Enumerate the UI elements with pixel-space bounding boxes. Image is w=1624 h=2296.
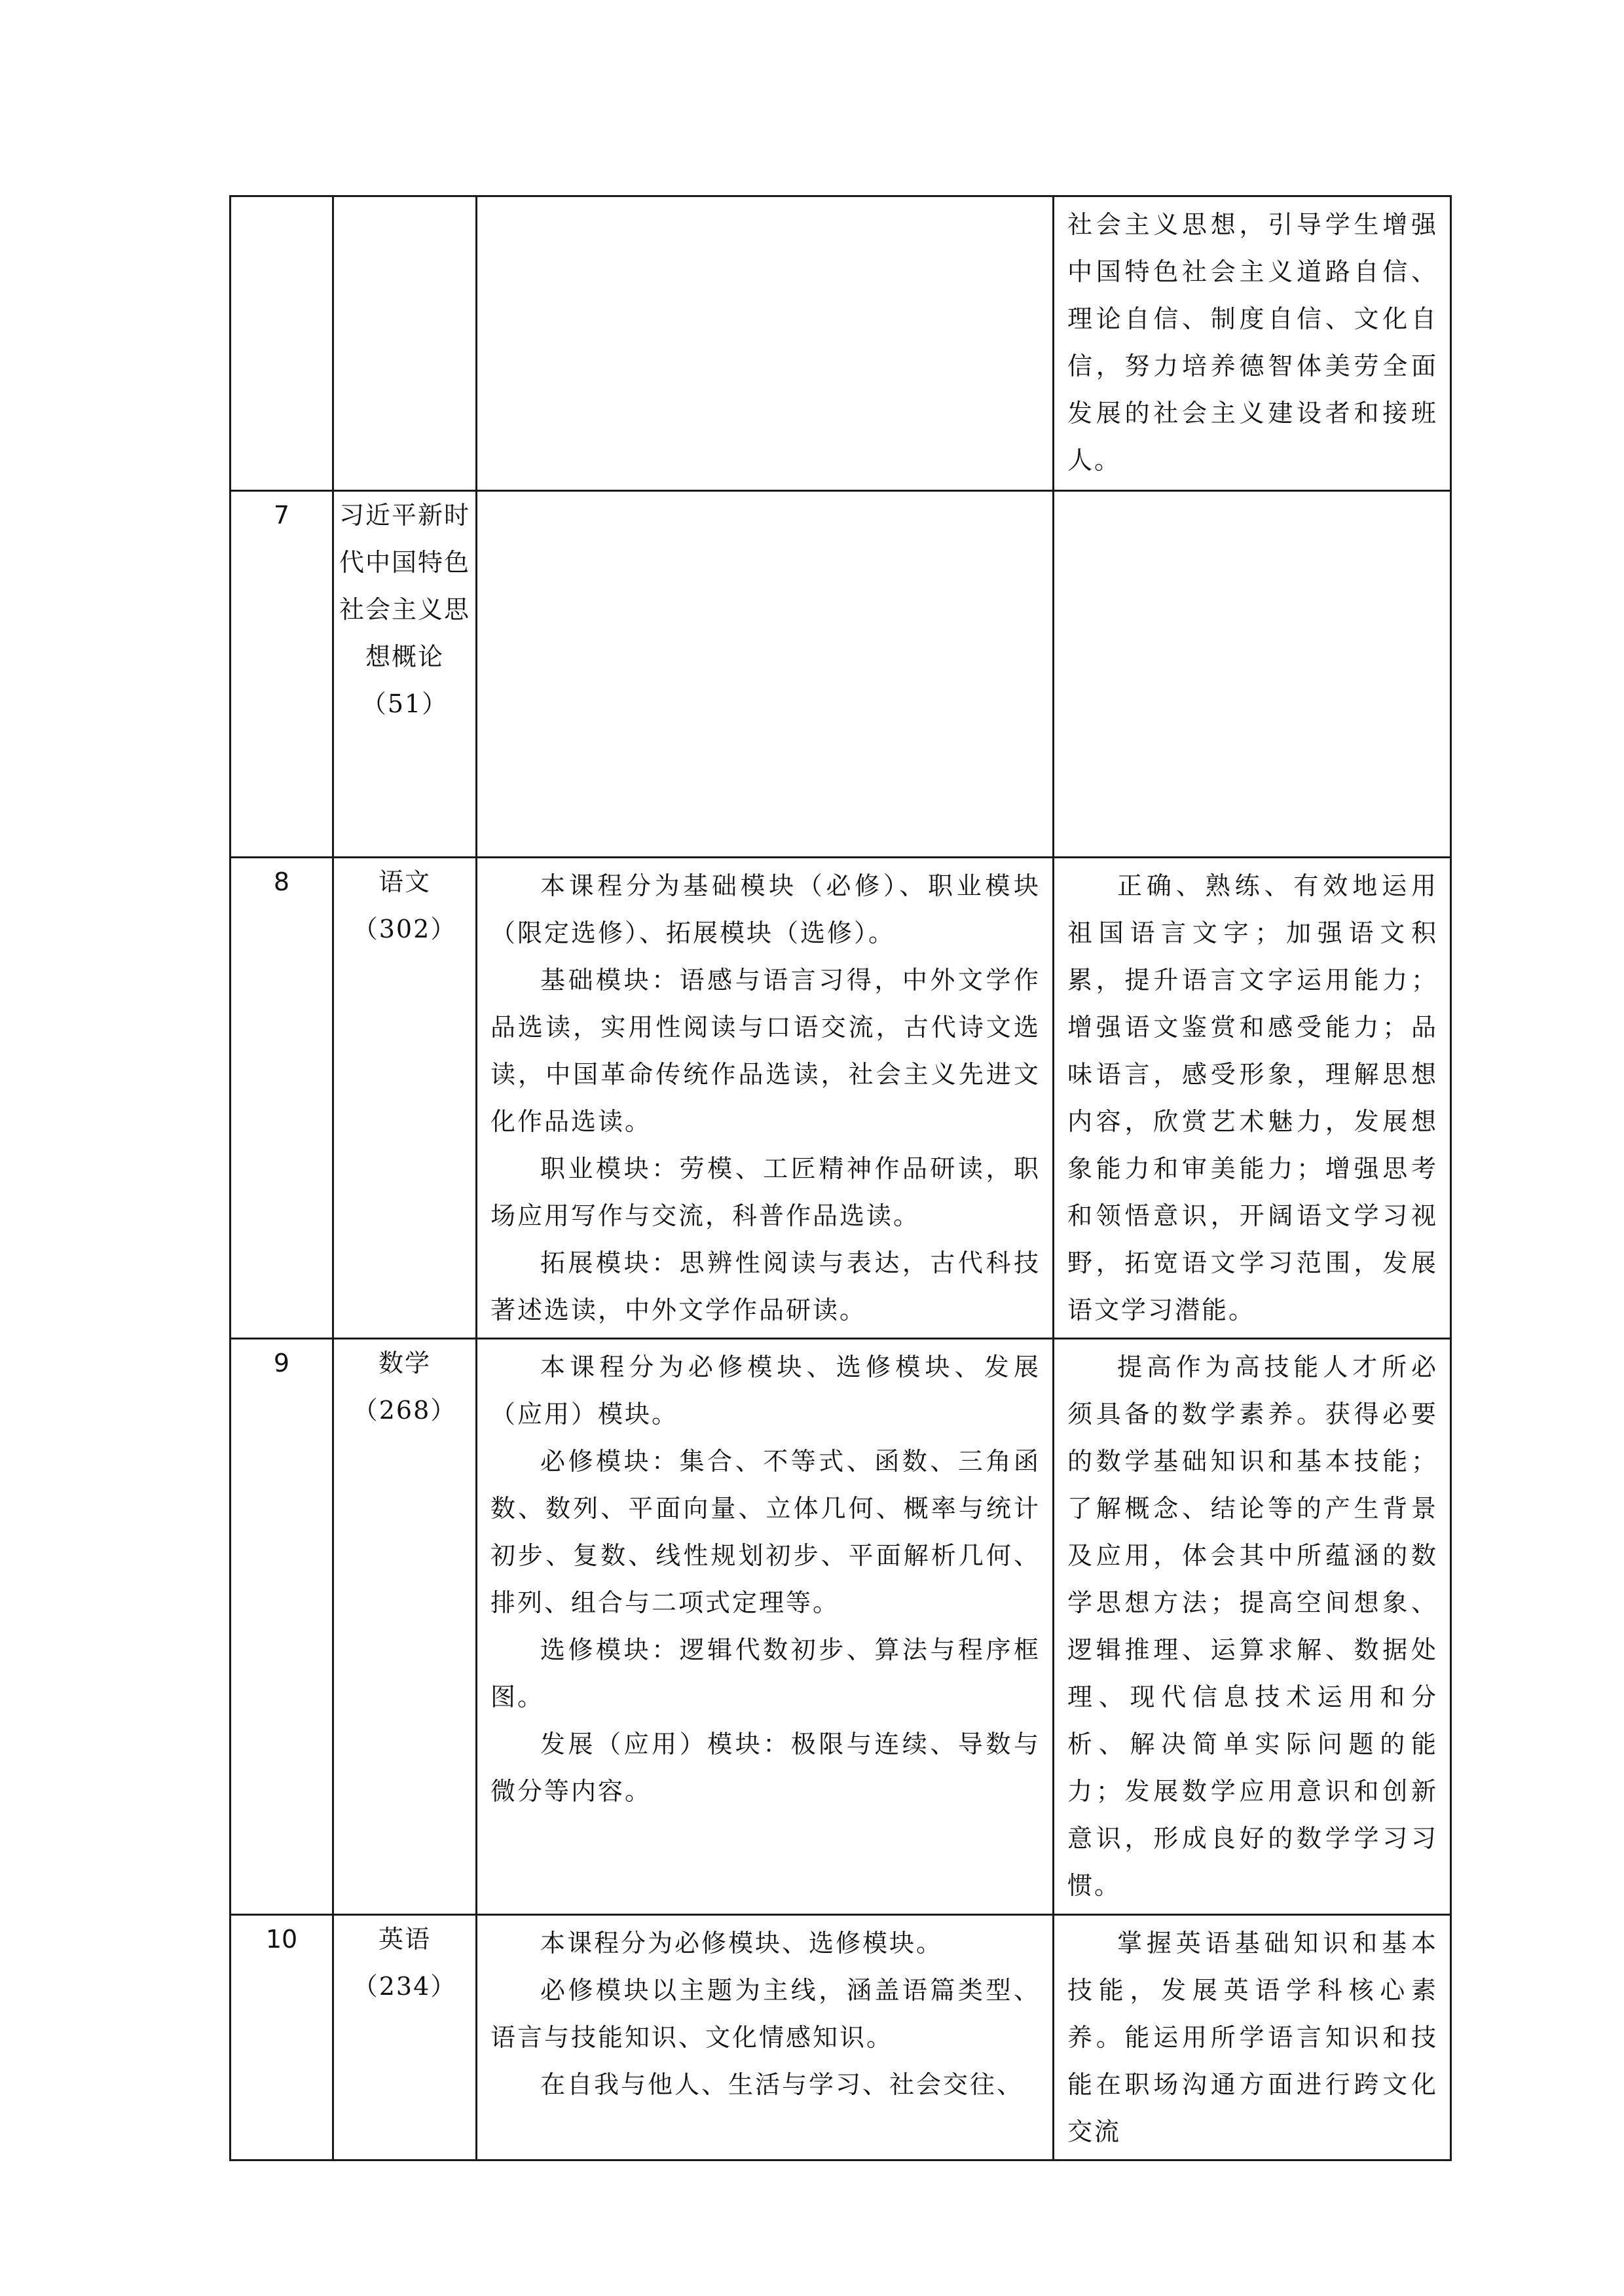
content-paragraph: 必修模块：集合、不等式、函数、三角函数、数列、平面向量、立体几何、概率与统计初步、复数、线性规划初步、平面解析几何、排列、组合与二项式定理等。 [490,1447,1041,1617]
content-paragraph: 在自我与他人、生活与学习、社会交往、 [540,2070,1024,2099]
course-goal-cell [1054,491,1451,858]
content-paragraph: 拓展模块：思辨性阅读与表达，古代科技著述选读，中外文学作品研读。 [490,1248,1041,1324]
row-number-cell: 7 [231,491,333,858]
content-paragraph: 本课程分为必修模块、选修模块。 [540,1929,944,1958]
course-goal-cell [1054,1915,1451,2160]
course-content-cell [477,196,1054,491]
course-hours: （51） [361,689,449,718]
goal-text: 掌握英语基础知识和基本技能，发展英语学科核心素养。能运用所学语言知识和技能在职场沟通方面进行跨文化交流 [1067,1929,1438,2146]
course-name: 英语 [378,1925,431,1954]
row-number-cell: 10 [231,1915,333,2160]
course-goal-cell [1054,858,1451,1339]
table-row [231,491,1451,858]
course-name-cell [333,196,477,491]
curriculum-table [229,195,1452,2161]
row-number-cell: 8 [231,858,333,1339]
goal-text: 提高作为高技能人才所必须具备的数学素养。获得必要的数学基础知识和基本技能；了解概念、结论等的产生背景及应用，体会其中所蕴涵的数学思想方法；提高空间想象、逻辑推理、运算求解、数据处理、现代信息技术运用和分析、解决简单实际问题的能力；发展数学应用意识和创新意识，形成良好的数学学习习惯。 [1067,1353,1438,1900]
course-name: 语文 [378,867,431,896]
course-hours: （268） [352,1396,457,1425]
course-name-cell [333,858,477,1339]
course-hours: （302） [352,915,457,943]
goal-text: 社会主义思想，引导学生增强中国特色社会主义道路自信、理论自信、制度自信、文化自信，努力培养德智体美劳全面发展的社会主义建设者和接班人。 [1067,210,1438,475]
course-name: 数学 [378,1349,431,1377]
course-goal-cell [1054,1339,1451,1915]
table-row [231,1915,1451,2160]
content-paragraph: 职业模块：劳模、工匠精神作品研读，职场应用写作与交流，科普作品选读。 [490,1154,1041,1230]
table-row [231,858,1451,1339]
row-number-cell [231,196,333,491]
course-goal-cell [1054,196,1451,491]
content-paragraph: 必修模块以主题为主线，涵盖语篇类型、语言与技能知识、文化情感知识。 [490,1976,1041,2052]
course-content-cell [477,1915,1054,2160]
content-paragraph: 本课程分为必修模块、选修模块、发展（应用）模块。 [490,1353,1041,1429]
table-row [231,196,1451,491]
course-hours: （234） [352,1972,457,2001]
content-paragraph: 发展（应用）模块：极限与连续、导数与微分等内容。 [490,1730,1041,1806]
course-content-cell [477,1339,1054,1915]
table-row [231,1339,1451,1915]
course-content-cell [477,491,1054,858]
content-paragraph: 基础模块：语感与语言习得，中外文学作品选读，实用性阅读与口语交流，古代诗文选读，中国革命传统作品选读，社会主义先进文化作品选读。 [490,966,1041,1136]
course-name-cell [333,491,477,858]
content-paragraph: 选修模块：逻辑代数初步、算法与程序框图。 [490,1635,1041,1711]
course-content-cell [477,858,1054,1339]
row-number-cell: 9 [231,1339,333,1915]
course-name-cell [333,1339,477,1915]
content-paragraph: 本课程分为基础模块（必修）、职业模块（限定选修）、拓展模块（选修）。 [490,871,1041,947]
course-name: 习近平新时代中国特色社会主义思想概论 [339,501,470,671]
course-name-cell [333,1915,477,2160]
goal-text: 正确、熟练、有效地运用祖国语言文字；加强语文积累，提升语言文字运用能力；增强语文鉴赏和感受能力；品味语言，感受形象，理解思想内容，欣赏艺术魅力，发展想象能力和审美能力；增强思考和领悟意识，开阔语文学习视野，拓宽语文学习范围，发展语文学习潜能。 [1067,871,1438,1324]
